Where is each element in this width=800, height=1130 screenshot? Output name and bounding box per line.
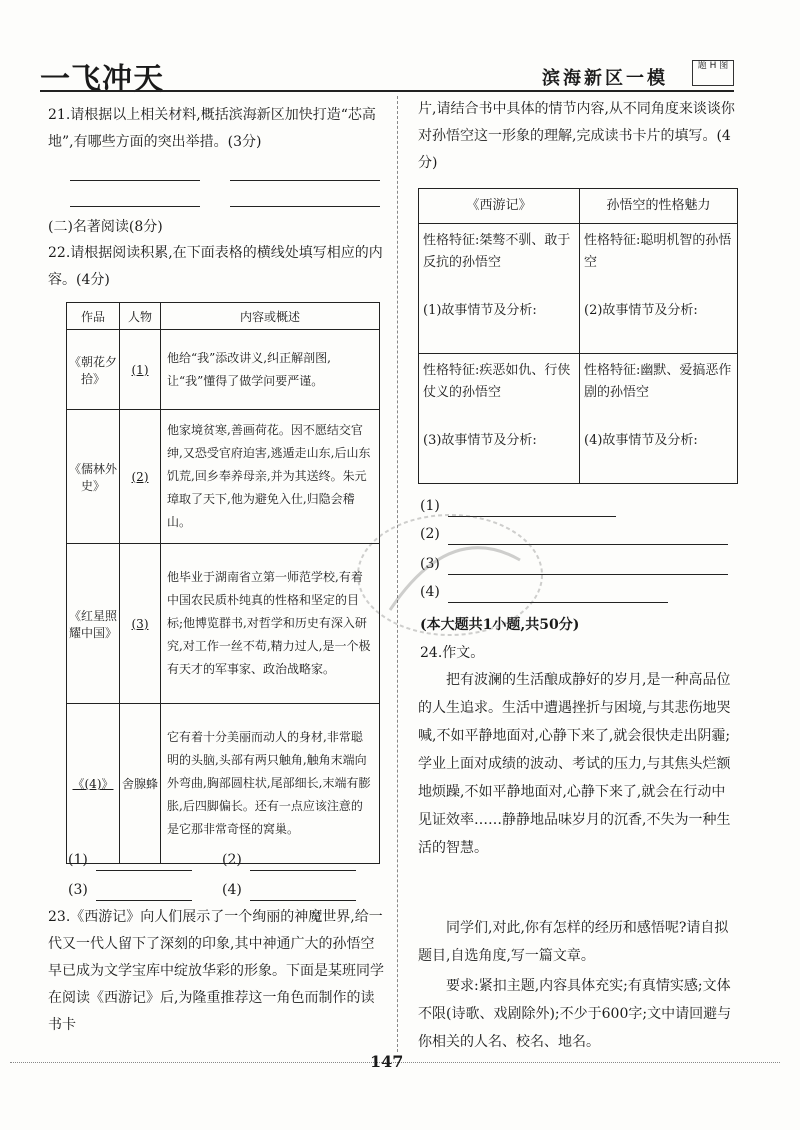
card-cell: [419, 354, 580, 484]
content-cell: 他毕业于湖南省立第一师范学校,有着中国农民质朴纯真的性格和坚定的目标;他博览群书,对哲学和历史有深入研究,对工作一丝不苟,精力过人,是一个极有天才的军事家、政治战略家。: [161, 544, 380, 704]
trait-text: 性格特征:幽默、爱搞恶作剧的孙悟空: [584, 363, 732, 400]
essay-requirements: 要求:紧扣主题,内容具体充实;有真情实感;文体不限(诗歌、戏剧除外);不少于600字;文中请回避与你相关的人名、校名、地名。: [418, 978, 732, 1050]
blank-label: (3): [420, 556, 440, 572]
blank-label: (4): [222, 882, 242, 898]
section-heading: (本大题共1小题,共50分): [420, 617, 580, 633]
table-row: [67, 410, 380, 544]
person-cell: (3): [120, 544, 161, 704]
work-cell: 《儒林外史》: [67, 410, 120, 544]
prompt-text: (4)故事情节及分析:: [584, 433, 698, 448]
question-22: 22.请根据阅读积累,在下面表格的横线处填写相应的内容。(4分): [48, 245, 383, 288]
exam-title: 滨海新区一模: [542, 68, 668, 89]
question-23-part1: 23.《西游记》向人们展示了一个绚丽的神魔世界,给一代又一代人留下了深刻的印象,其中神通广大的孙悟空早已成为文学宝库中绽放华彩的形象。下面是某班同学在阅读《西游记》后,为隆重推荐这一角色而制作的读书卡: [48, 909, 384, 1033]
answer-line: [250, 900, 356, 901]
answer-line: [70, 206, 200, 207]
content-cell: 他家境贫寒,善画荷花。因不愿结交官绅,又恐受官府迫害,逃遁走山东,后山东饥荒,回乡奉养母亲,并为其送终。朱元璋取了天下,他为避免入仕,归隐会稽山。: [161, 410, 380, 544]
person-cell: (2): [120, 410, 161, 544]
trait-text: 性格特征:聪明机智的孙悟空: [584, 233, 732, 270]
prompt-text: (3)故事情节及分析:: [423, 433, 537, 448]
work-cell: 《(4)》: [67, 704, 120, 864]
table-header: 作品: [67, 303, 120, 330]
prompt-text: (2)故事情节及分析:: [584, 303, 698, 318]
trait-text: 性格特征:桀骜不驯、敢于反抗的孙悟空: [423, 233, 571, 270]
work-cell: 《红星照耀中国》: [67, 544, 120, 704]
works-table: [66, 302, 380, 864]
page-number: 147: [370, 1052, 404, 1071]
answer-line: [96, 900, 192, 901]
header-badge: 题 H 图: [692, 60, 734, 86]
card-header-work: 《西游记》: [419, 189, 580, 224]
header-rule: [40, 90, 734, 92]
table-header: 内容或概述: [161, 303, 380, 330]
person-cell: 舍腺蜂: [120, 704, 161, 864]
section-heading: (二)名著阅读(8分): [48, 219, 163, 235]
blank-label: (2): [222, 852, 242, 868]
brand-logo: 一飞冲天: [40, 62, 164, 97]
reading-card: [418, 188, 738, 484]
person-cell: (1): [120, 330, 161, 410]
essay-prompt: 同学们,对此,你有怎样的经历和感悟呢?请自拟题目,自选角度,写一篇文章。: [418, 920, 729, 964]
watermark-stamp-icon: [350, 500, 550, 650]
content-cell: 它有着十分美丽而动人的身材,非常聪明的头脑,头部有两只触角,触角末端向外弯曲,胸部圆柱状,尾部细长,末端有膨胀,后四脚偏长。还有一点应该注意的是它那非常奇怪的窝巢。: [161, 704, 380, 864]
table-row: [67, 544, 380, 704]
work-cell: 《朝花夕拾》: [67, 330, 120, 410]
card-cell: [580, 354, 738, 484]
blank-label: (3): [68, 882, 88, 898]
blank-label: (1): [420, 498, 440, 514]
card-cell: [419, 224, 580, 354]
essay-quote: 把有波澜的生活酿成静好的岁月,是一种高品位的人生追求。生活中遭遇挫折与困境,与其悲伤地哭喊,不如平静地面对,心静下来了,就会很快走出阴霾;学业上面对成绩的波动、考试的压力,与其焦头烂额地烦躁,不如平静地面对,心静下来了,就会在行动中见证效率……静静地品味岁月的沉香,不失为一种生活的智慧。: [418, 672, 731, 856]
card-header-topic: 孙悟空的性格魅力: [580, 189, 738, 224]
blank-label: (4): [420, 584, 440, 600]
question-21: 21.请根据以上相关材料,概括滨海新区加快打造“芯高地”,有哪些方面的突出举措。(3分): [48, 107, 376, 150]
blank-label: (1): [68, 852, 88, 868]
table-row: [67, 330, 380, 410]
answer-line: [96, 870, 192, 871]
question-23-part2: 片,请结合书中具体的情节内容,从不同角度来谈谈你对孙悟空这一形象的理解,完成读书卡片的填写。(4分): [418, 101, 735, 171]
content-cell: 他给“我”添改讲义,纠正解剖图,让“我”懂得了做学问要严谨。: [161, 330, 380, 410]
question-24-title: 24.作文。: [420, 645, 485, 661]
answer-line: [70, 180, 200, 181]
prompt-text: (1)故事情节及分析:: [423, 303, 537, 318]
table-header: 人物: [120, 303, 161, 330]
answer-line: [230, 206, 380, 207]
table-row: [67, 704, 380, 864]
trait-text: 性格特征:疾恶如仇、行侠仗义的孙悟空: [423, 363, 571, 400]
card-cell: [580, 224, 738, 354]
answer-line: [230, 180, 380, 181]
answer-line: [250, 870, 356, 871]
blank-label: (2): [420, 526, 440, 542]
